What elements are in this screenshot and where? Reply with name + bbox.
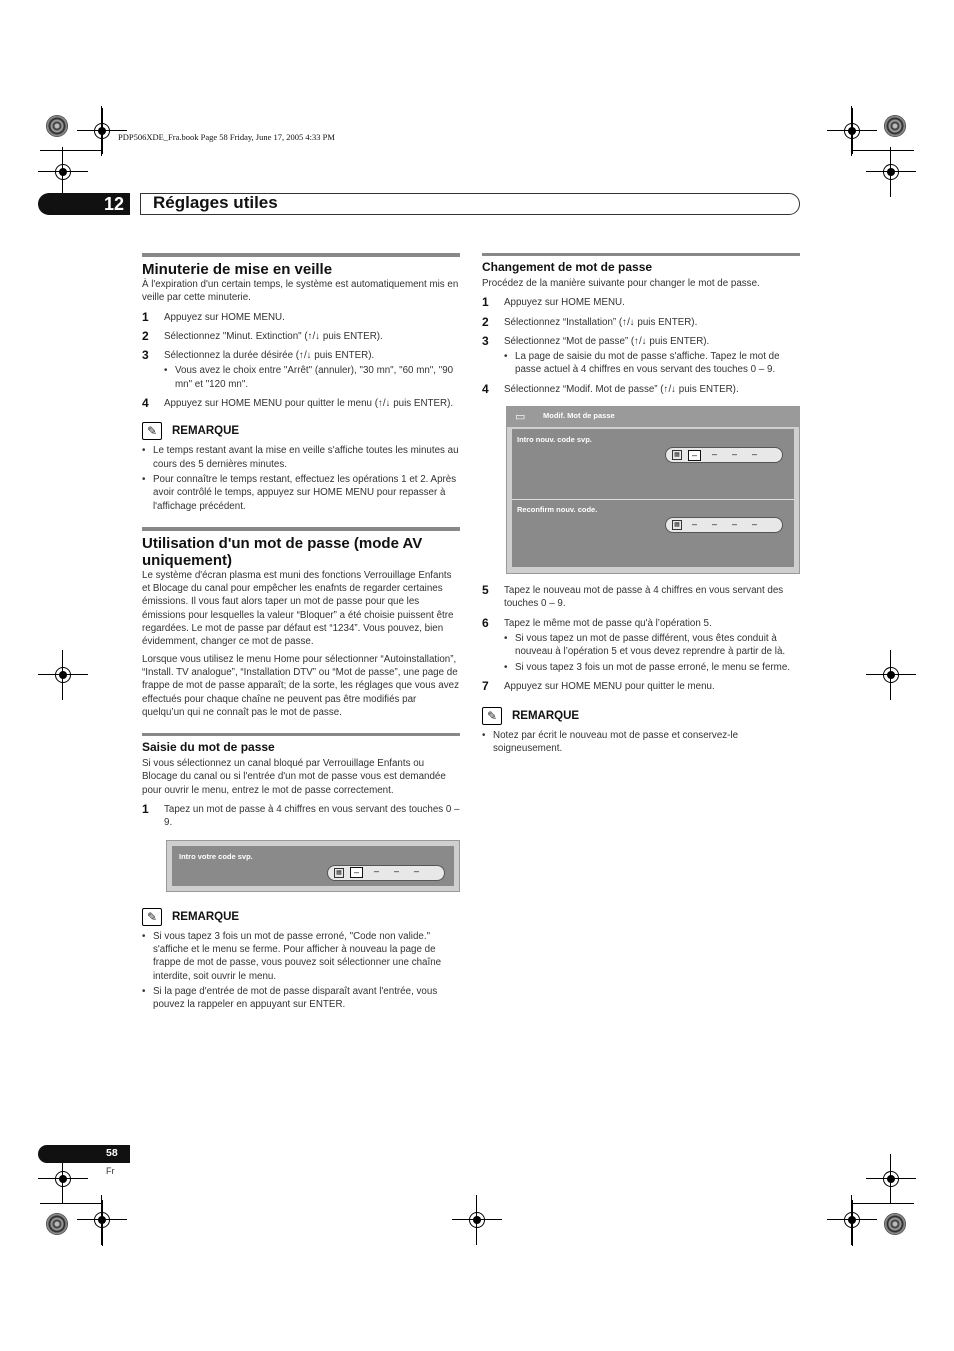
step-1 [482,296,800,309]
note-heading [142,908,460,926]
screen-label: Intro nouv. code svp. [517,435,592,445]
color-target [46,1213,68,1235]
step-5 [482,584,800,611]
step-number: 4 [482,381,489,396]
note-text: Pour connaître le temps restant, effectuez les opérations 1 et 2. Après avoir contrôlé le temps, appuyez sur HOME MENU pour repasser à l'affichage précédent. [153,473,457,512]
note-text: Si vous tapez 3 fois un mot de passe erroné, "Code non valide." s'affiche et le menu se ferme. Pour afficher à nouveau la page de frappe de mot de passe, vous pouvez soit sélectionner une chaîne interdite, soit ouvrir le menu. [153,930,442,982]
registration-mark [48,1164,78,1194]
step-text: Appuyez sur HOME MENU pour quitter le menu (↑/↓ puis ENTER). [164,398,454,410]
book-info: PDP506XDE_Fra.book Page 58 Friday, June 17, 2005 4:33 PM [118,132,335,142]
chapter-number: 12 [104,194,125,214]
note-text: Le temps restant avant la mise en veille s'affiche toutes les minutes au cours des 5 dernières minutes. [153,445,459,470]
step-number: 6 [482,615,489,630]
bullet: • Si vous tapez un mot de passe différent, vous êtes conduit à nouveau à l’opération 5 et vous devez reprendre à partir de là. [482,632,800,659]
pencil-note-icon: ✎ [142,422,162,440]
note-label: REMARQUE [172,910,240,923]
note-bullet: • Pour connaître le temps restant, effectuez les opérations 1 et 2. Après avoir contrôlé le temps, appuyez sur HOME MENU pour repasser à l'affichage précédent. [142,473,460,513]
step-text: Tapez un mot de passe à 4 chiffres en vous servant des touches 0 – 9. [164,804,460,829]
step-number: 2 [482,314,489,329]
registration-mark [48,157,78,187]
registration-mark [876,1164,906,1194]
note-heading [482,707,800,725]
pencil-note-icon: ✎ [482,707,502,725]
note-bullet: • Si vous tapez 3 fois un mot de passe erroné, "Code non valide." s'affiche et le menu se ferme. Pour afficher à nouveau la page de frappe de mot de passe, vous pouvez soit sélectionner une chaîne interdite, soit ouvrir le menu. [142,930,460,983]
pin-digit: – [711,518,717,529]
step-1 [142,803,460,830]
registration-mark [876,157,906,187]
subsection-rule [142,733,460,736]
step-number: 5 [482,583,489,598]
bullet-text: Si vous tapez un mot de passe différent, vous êtes conduit à nouveau à l’opération 5 et vous devez reprendre à partir de là. [515,632,786,658]
entry-paragraph: Si vous sélectionnez un canal bloqué par Verrouillage Enfants ou Blocage du canal ou si l'entrée d'un mot de passe vous est demandée pour ouvrir le menu, entrez le mot de passe correctement. [142,758,446,796]
note-bullet: • Si la page d'entrée de mot de passe disparaît avant l'entrée, vous pouvez la rappeler en appuyant sur ENTER. [142,985,460,1012]
tv-icon: ▭ [515,411,526,424]
bullet: • Si vous tapez 3 fois un mot de passe erroné, le menu se ferme. [482,661,800,674]
crop-mark [40,150,102,151]
crop-mark [852,1203,914,1204]
step-4 [142,397,460,410]
step-text: Sélectionnez la durée désirée (↑/↓ puis ENTER). [164,350,375,362]
section-rule [142,527,460,531]
pin-digit: – [751,518,757,529]
step-3 [482,335,800,348]
password-paragraph: Le système d'écran plasma est muni des fonctions Verrouillage Enfants et Blocage du canal pour empêcher les enafnts de regarder certaines émissions. Il vous faut alors taper un mot de passe pour que les émissions pour lesquelles la valeur “Bloquer” a été choisie puissent être regardées. Le mot de passe par défaut est “1234”. Vous pouvez, bien évidemment, changer ce mot de passe. [142,569,454,648]
step-4 [482,383,800,396]
crop-mark [852,150,914,151]
password-entry-screen [166,840,460,892]
pin-digit: – [731,448,737,459]
pin-digit: – [711,448,717,459]
step-6 [482,617,800,630]
pin-digit: – [393,866,399,877]
registration-mark [837,116,867,146]
bullet-text: Si vous tapez 3 fois un mot de passe erroné, le menu se ferme. [515,661,791,673]
step-number: 4 [142,396,149,411]
step-1 [142,311,460,324]
chapter-title: Réglages utiles [153,193,278,212]
registration-mark [87,1205,117,1235]
crop-mark [40,1203,102,1204]
step-number: 2 [142,328,149,343]
subsection-title-change: Changement de mot de passe [482,260,653,274]
step-number: 3 [482,333,489,348]
screen-label: Intro votre code svp. [179,851,253,861]
pin-digit: – [350,867,363,878]
pin-field[interactable] [327,865,445,881]
step-number: 3 [142,348,149,363]
step-text: Tapez le nouveau mot de passe à 4 chiffres en vous servant des touches 0 – 9. [504,585,784,610]
keypad-icon: ▦ [672,450,682,460]
right-column [482,253,800,756]
new-pin-field[interactable] [665,447,783,463]
step-text: Sélectionnez “Modif. Mot de passe” (↑/↓ puis ENTER). [504,383,739,395]
step-text: Tapez le même mot de passe qu'à l’opération 5. [504,617,712,629]
bullet: • Vous avez le choix entre "Arrêt" (annuler), "30 mn", "60 mn", "90 mn" et "120 mn". [142,364,460,391]
section-rule [142,253,460,257]
timer-intro: À l'expiration d'un certain temps, le système est automatiquement mis en veille par cette minuterie. [142,279,459,304]
pin-digit: – [413,866,419,877]
note-text: Si la page d'entrée de mot de passe disparaît avant l'entrée, vous pouvez la rappeler en appuyant sur ENTER. [153,985,438,1011]
step-number: 1 [142,802,149,817]
subsection-title-entry: Saisie du mot de passe [142,740,275,755]
note-label: REMARQUE [172,425,240,438]
step-text: Sélectionnez "Minut. Extinction" (↑/↓ puis ENTER). [164,330,383,342]
confirm-pin-field[interactable] [665,517,783,533]
color-target [884,1213,906,1235]
section-title-timer: Minuterie de mise en veille [142,261,333,278]
note-text: Notez par écrit le nouveau mot de passe et conservez-le soigneusement. [493,730,739,755]
registration-mark [876,660,906,690]
bullet-text: Vous avez le choix entre "Arrêt" (annuler), "30 mn", "60 mn", "90 mn" et "120 mn". [175,365,454,390]
language-code: Fr [106,1166,115,1176]
change-intro: Procédez de la manière suivante pour changer le mot de passe. [482,278,760,289]
registration-mark [837,1205,867,1235]
change-password-screen [506,406,800,574]
screen-title: Modif. Mot de passe [543,411,615,421]
section-title-password: Utilisation d'un mot de passe (mode AV uniquement) [142,534,423,569]
step-text: Sélectionnez “Mot de passe” (↑/↓ puis ENTER). [504,335,710,347]
pin-digit: – [688,450,701,461]
pin-digit: – [731,518,737,529]
pin-digit: – [751,448,757,459]
step-3 [142,349,460,362]
page-number: 58 [106,1147,118,1159]
step-text: Appuyez sur HOME MENU. [504,297,625,309]
step-text: Appuyez sur HOME MENU pour quitter le menu. [504,680,715,692]
step-text: Appuyez sur HOME MENU. [164,311,285,323]
color-target [884,115,906,137]
pin-digit: – [691,518,697,529]
step-number: 1 [142,309,149,324]
step-2 [482,316,800,329]
color-target [46,115,68,137]
note-label: REMARQUE [512,710,580,723]
pencil-note-icon: ✎ [142,908,162,926]
subsection-rule [482,253,800,256]
password-paragraph: Lorsque vous utilisez le menu Home pour sélectionner “Autoinstallation”, “Install. TV analogue”, “Installation DTV” ou “Mot de passe”, une page de frappe de mot de passe apparaît; de la sorte, les réglages que vous avez effectués pour chaque chaîne ne peuvent pas être modifiés par quelqu’un qui ne connaît pas le mot de passe. [142,653,459,718]
bullet-text: La page de saisie du mot de passe s'affiche. Tapez le mot de passe actuel à 4 chiffres en vous servant des touches 0 – 9. [515,351,780,376]
step-number: 7 [482,678,489,693]
step-7 [482,680,800,693]
note-bullet: • Le temps restant avant la mise en veille s'affiche toutes les minutes au cours des 5 dernières minutes. [142,445,459,470]
note-heading [142,422,460,440]
pin-digit: – [373,866,379,877]
step-text: Sélectionnez “Installation” (↑/↓ puis ENTER). [504,316,698,328]
keypad-icon: ▦ [334,868,344,878]
screen-label: Reconfirm nouv. code. [517,505,598,515]
left-column [142,253,460,1011]
registration-mark [462,1205,492,1235]
bullet: • La page de saisie du mot de passe s'affiche. Tapez le mot de passe actuel à 4 chiffres en vous servant des touches 0 – 9. [482,350,800,377]
step-2 [142,330,460,343]
note-bullet: • Notez par écrit le nouveau mot de passe et conservez-le soigneusement. [482,729,800,756]
step-number: 1 [482,295,489,310]
keypad-icon: ▦ [672,520,682,530]
registration-mark [87,116,117,146]
registration-mark [48,660,78,690]
